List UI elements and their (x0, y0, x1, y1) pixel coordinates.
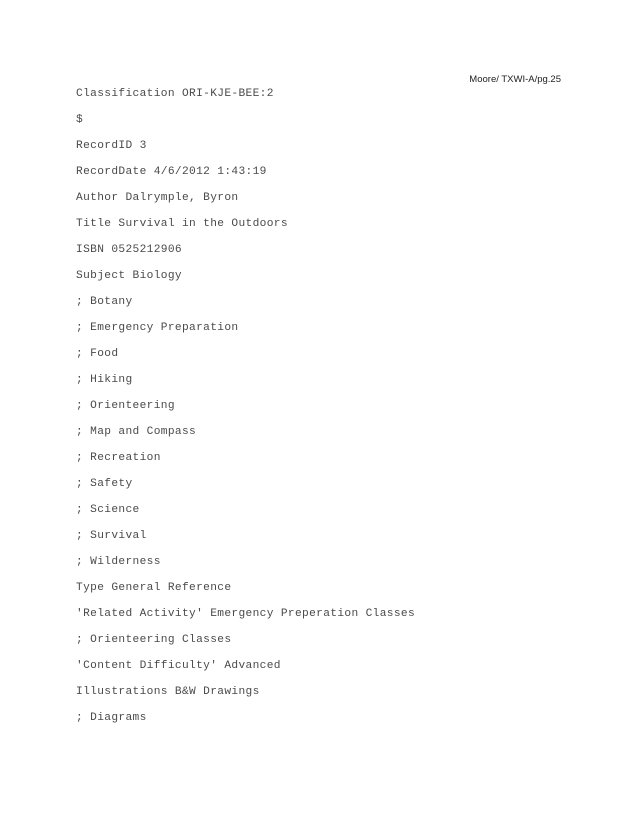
line-subject-item: ; Wilderness (76, 556, 161, 568)
line-type: Type General Reference (76, 582, 232, 594)
line-separator: $ (76, 114, 84, 126)
line-subject-item: ; Orienteering (76, 400, 175, 412)
page-reference: Moore/ TXWI-A/pg.25 (469, 74, 561, 85)
line-content-difficulty: 'Content Difficulty' Advanced (76, 660, 281, 672)
line-related-activity-item: ; Orienteering Classes (76, 634, 232, 646)
line-subject-item: ; Botany (76, 296, 133, 308)
line-subject: Subject Biology (76, 270, 182, 282)
line-illustrations-item: ; Diagrams (76, 712, 147, 724)
line-title: Title Survival in the Outdoors (76, 218, 288, 230)
line-subject-item: ; Safety (76, 478, 133, 490)
line-subject-item: ; Survival (76, 530, 147, 542)
line-classification: Classification ORI-KJE-BEE:2 (76, 88, 274, 100)
line-subject-item: ; Food (76, 348, 119, 360)
line-related-activity: 'Related Activity' Emergency Preperation Classes (76, 608, 416, 620)
line-subject-item: ; Science (76, 504, 140, 516)
line-isbn: ISBN 0525212906 (76, 244, 182, 256)
line-record-id: RecordID 3 (76, 140, 147, 152)
line-illustrations: Illustrations B&W Drawings (76, 686, 260, 698)
line-subject-item: ; Hiking (76, 374, 133, 386)
line-subject-item: ; Emergency Preparation (76, 322, 239, 334)
line-subject-item: ; Recreation (76, 452, 161, 464)
line-author: Author Dalrymple, Byron (76, 192, 239, 204)
record-text (76, 87, 616, 737)
line-record-date: RecordDate 4/6/2012 1:43:19 (76, 166, 267, 178)
line-subject-item: ; Map and Compass (76, 426, 197, 438)
